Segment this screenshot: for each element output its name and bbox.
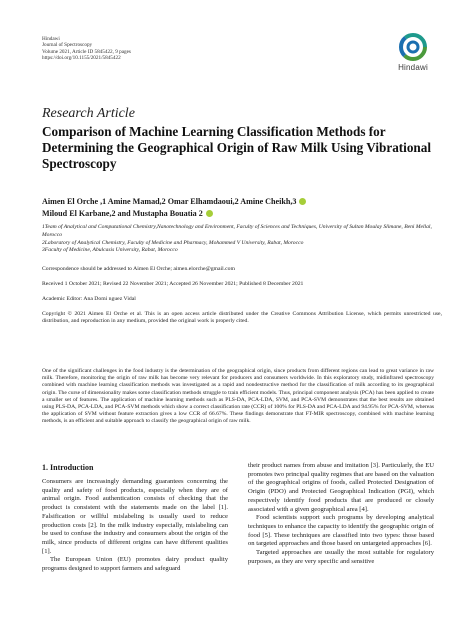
authors-text-1: Aimen El Orche ,1 Amine Mamad,2 Omar Elhamdaoui,2 Amine Cheikh,3 bbox=[42, 197, 297, 206]
publisher-name: Hindawi bbox=[42, 36, 60, 42]
left-column bbox=[42, 478, 228, 574]
article-type: Research Article bbox=[42, 106, 135, 121]
authors-text-2: Miloud El Karbane,2 and Mustapha Bouatia 2 bbox=[42, 209, 203, 218]
author-line-2 bbox=[42, 208, 442, 220]
doi-link[interactable]: https://doi.org/10.1155/2021/5845422 bbox=[42, 55, 121, 62]
journal-name: Journal of Spectroscopy bbox=[42, 42, 93, 49]
copyright-notice: Copyright © 2021 Aimen El Orche et al. This is an open access article distributed under the Creative Commons Attribution License, which permits unrestricted use, distribution, and reproduction in any medium, provided the original work is properly cited. bbox=[42, 311, 442, 325]
paragraph: their product names from abuse and imitation [3]. Particularly, the EU promotes two principal quality regimes that are based on the valuation of the geographical origins of foods, called Protected Designation of Origin (PDO) and Protected Geographical Indication (PGI), which respectively identify food products that are produced or closely associated with a given geographical area [4]. bbox=[248, 462, 434, 513]
paper-title: Comparison of Machine Learning Classification Methods for Determining the Geographical Origin of Raw Milk Using Vibrational Spectroscopy bbox=[42, 124, 432, 171]
paragraph: The European Union (EU) promotes dairy product quality programs designed to support farmers and safeguard bbox=[42, 556, 228, 573]
right-column bbox=[248, 462, 434, 566]
paragraph: Consumers are increasingly demanding guarantees concerning the quality and safety of food products, especially when they are of animal origin. Food authentication consists of checking that the product is consistent with the statements made on the label [1]. Falsification or willful mislabeling is usually used to reduce production costs [2]. In the milk industry especially, mislabeling can be used to confuse the industry and consumers about the origin of the milk, since products of different origins can have different qualities [1]. bbox=[42, 478, 228, 555]
publication-dates: Received 1 October 2021; Revised 22 November 2021; Accepted 26 November 2021; Published 8 December 2021 bbox=[42, 281, 304, 287]
journal-header bbox=[42, 36, 131, 62]
correspondence-note: Correspondence should be addressed to Aimen El Orche; aimen.elorche@gmail.com bbox=[42, 266, 235, 272]
orcid-icon[interactable] bbox=[206, 210, 213, 217]
paragraph: Food scientists support such programs by developing analytical techniques to enhance the capacity to identify the geographic origin of food [5]. These techniques are classified into two types: those based on targeted approaches and those based on untargeted approaches [6]. bbox=[248, 514, 434, 548]
academic-editor: Academic Editor: Ana Domi nguez Vidal bbox=[42, 296, 136, 302]
logo-wordmark: Hindawi bbox=[398, 63, 428, 72]
volume-line: Volume 2021, Article ID 5845422, 9 pages bbox=[42, 48, 131, 55]
hindawi-logo bbox=[392, 32, 434, 80]
hindawi-logo-icon bbox=[398, 32, 428, 62]
affiliation-1: 1Team of Analytical and Computational Chemistry,Nanotechnology and Environment, Faculty of Sciences and Techniques, University of Sultan Moulay Slimane, Beni Mellal, Morocco bbox=[42, 224, 432, 238]
orcid-icon[interactable] bbox=[299, 198, 306, 205]
author-list bbox=[42, 196, 442, 220]
paragraph: Targeted approaches are usually the most suitable for regulatory purposes, as they are very specific and sensitive bbox=[248, 549, 434, 565]
affiliations bbox=[42, 224, 442, 255]
affiliation-2: 2Laboratory of Analytical Chemistry, Faculty of Medicine and Pharmacy, Mohammed V University, Rabat, Morocco bbox=[42, 239, 304, 246]
abstract: One of the significant challenges in the food industry is the determination of the geographical origin, since products from different regions can lead to great variance in raw milk. Therefore, monitoring the origin of raw milk has become very relevant for producers and consumers worldwide. In this exploratory study, midinfrared spectroscopy combined with machine learning classification methods was investigated as a rapid and nondestructive method for the classification of milk according to its geographical origin. The curse of dimensionality makes some classification methods struggle to train efficient models. Thus, principal component analysis (PCA) has been applied to create a smaller set of features. The application of machine learning methods such as PLS-DA, PCA-LDA, SVM, and PCA-SVM demonstrates that the best results are obtained using PLS-DA, PCA-LDA, and PCA-SVM methods which show a correct classification rate (CCR) of 100% for PLS-DA and PCA-LDA and 94.95% for PCA-SVM, whereas the application of SVM without feature extraction gives a low CCR of 66.67%. These findings demonstrate that FT-MIR spectroscopy, combined with machine learning methods, is an efficient and suitable approach to classify the geographical origin of raw milk. bbox=[42, 368, 434, 425]
affiliation-3: 3Faculty of Medicine, Abulcasis University, Rabat, Morocco bbox=[42, 247, 178, 254]
author-line-1 bbox=[42, 196, 442, 208]
section-heading: 1. Introduction bbox=[42, 463, 94, 472]
